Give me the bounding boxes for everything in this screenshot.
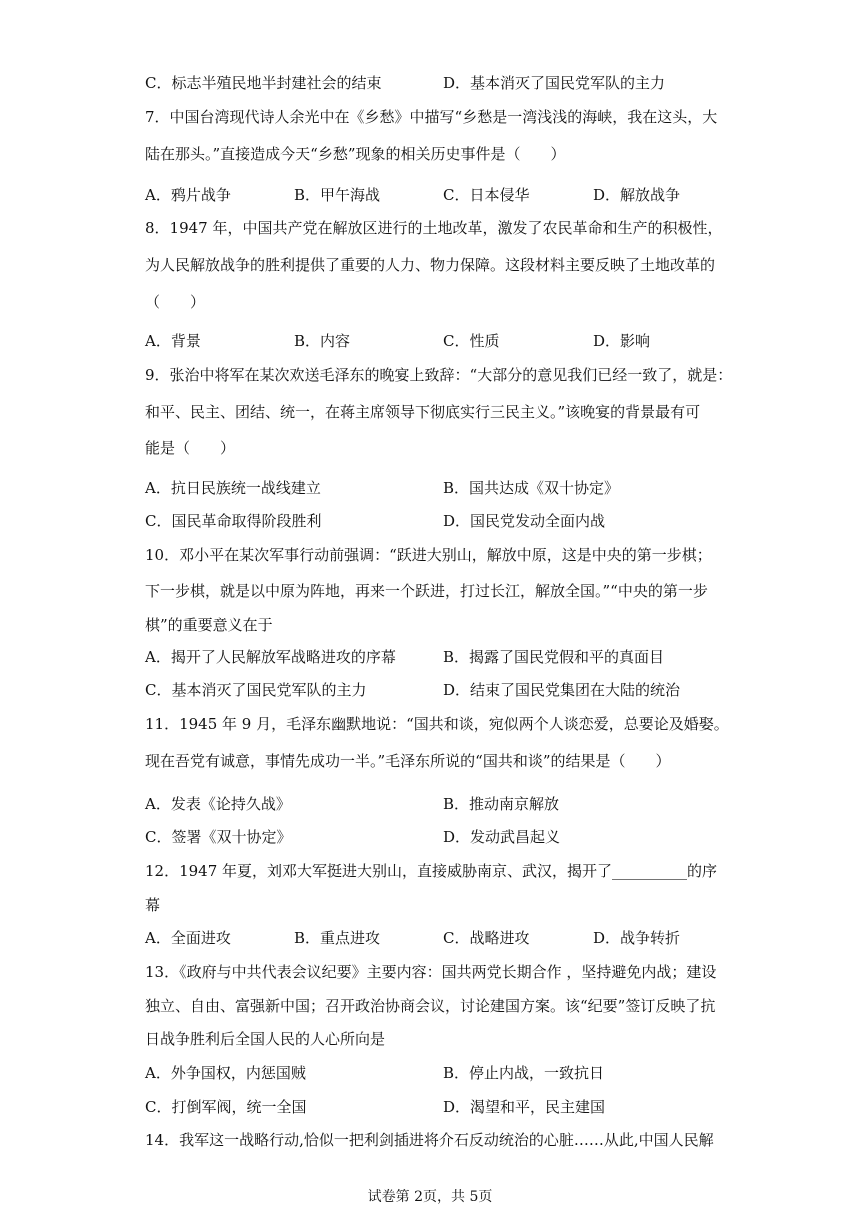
q13-option-b: B．停止内战，一致抗日 [443, 1064, 605, 1082]
q10-option-d: D．结束了国民党集团在大陆的统治 [443, 681, 681, 699]
q13-stem-line-1: 13．《政府与中共代表会议纪要》主要内容：国共两党长期合作 ，坚持避免内战；建设 [145, 963, 717, 981]
q9-option-c: C．国民革命取得阶段胜利 [145, 512, 322, 530]
q12-stem-line-1: 12．1947 年夏，刘邓大军挺进大别山，直接威胁南京、武汉，揭开了__________的序 [145, 862, 718, 880]
q10-option-c: C．基本消灭了国民党军队的主力 [145, 681, 367, 699]
q7-option-c: C．日本侵华 [443, 186, 530, 204]
q12-option-d: D．战争转折 [593, 929, 681, 947]
q13-stem-line-3: 日战争胜利后全国人民的人心所向是 [145, 1030, 386, 1048]
q13-option-a: A．外争国权，内惩国贼 [145, 1064, 306, 1082]
q7-stem-line-2: 陆在那头。”直接造成今天“乡愁”现象的相关历史事件是（ ） [145, 145, 566, 163]
q6-option-d: D．基本消灭了国民党军队的主力 [443, 74, 666, 92]
q10-option-a: A．揭开了人民解放军战略进攻的序幕 [145, 648, 396, 666]
q8-option-c: C．性质 [443, 332, 500, 350]
q9-option-b: B．国共达成《双十协定》 [443, 479, 620, 497]
q10-stem-line-2: 下一步棋，就是以中原为阵地，再来一个跃进，打过长江，解放全国。”“中央的第一步 [145, 582, 708, 600]
q13-option-c: C．打倒军阀，统一全国 [145, 1098, 307, 1116]
q8-option-b: B．内容 [294, 332, 351, 350]
q7-option-b: B．甲午海战 [294, 186, 381, 204]
q8-stem-line-2: 为人民解放战争的胜利提供了重要的人力、物力保障。这段材料主要反映了土地改革的 [145, 256, 716, 274]
q11-option-b: B．推动南京解放 [443, 795, 560, 813]
q7-stem-line-1: 7．中国台湾现代诗人余光中在《乡愁》中描写“乡愁是一湾浅浅的海峡，我在这头，大 [145, 108, 718, 126]
q9-option-a: A．抗日民族统一战线建立 [145, 479, 321, 497]
q12-option-c: C．战略进攻 [443, 929, 530, 947]
q11-option-c: C．签署《双十协定》 [145, 828, 292, 846]
q10-stem-line-1: 10．邓小平在某次军事行动前强调：“跃进大别山，解放中原，这是中央的第一步棋； [145, 546, 712, 564]
q8-stem-line-1: 8．1947 年，中国共产党在解放区进行的土地改革，激发了农民革命和生产的积极性， [145, 219, 723, 237]
q9-stem-line-2: 和平、民主、团结、统一，在蒋主席领导下彻底实行三民主义。”该晚宴的背景最有可 [145, 403, 701, 421]
q13-option-d: D．渴望和平，民主建国 [443, 1098, 606, 1116]
q11-option-a: A．发表《论持久战》 [145, 795, 291, 813]
q14-stem-line-1: 14．我军这一战略行动,恰似一把利剑插进将介石反动统治的心脏……从此,中国人民解 [145, 1131, 714, 1149]
q11-stem-line-1: 11．1945 年 9 月，毛泽东幽默地说：“国共和谈，宛似两个人谈恋爱，总要论及婚娶。 [145, 715, 729, 733]
q6-option-c: C．标志半殖民地半封建社会的结束 [145, 74, 382, 92]
q13-stem-line-2: 独立、自由、富强新中国；召开政治协商会议，讨论建国方案。该“纪要”签订反映了抗 [145, 997, 716, 1015]
q9-stem-line-3: 能是（ ） [145, 439, 236, 457]
q12-option-b: B．重点进攻 [294, 929, 381, 947]
q8-option-d: D．影响 [593, 332, 651, 350]
q10-stem-line-3: 棋”的重要意义在于 [145, 616, 273, 634]
q8-stem-line-3: （ ） [145, 293, 206, 311]
q11-stem-line-2: 现在吾党有诚意，事情先成功一半。”毛泽东所说的“国共和谈”的结果是（ ） [145, 752, 671, 770]
q10-option-b: B．揭露了国民党假和平的真面目 [443, 648, 665, 666]
q12-option-a: A．全面进攻 [145, 929, 231, 947]
q12-stem-line-2: 幕 [145, 896, 161, 914]
q9-option-d: D．国民党发动全面内战 [443, 512, 606, 530]
q7-option-d: D．解放战争 [593, 186, 681, 204]
page-footer: 试卷第 2页，共 5页 [367, 1189, 493, 1205]
q11-option-d: D．发动武昌起义 [443, 828, 561, 846]
q7-option-a: A．鸦片战争 [145, 186, 231, 204]
q8-option-a: A．背景 [145, 332, 201, 350]
q9-stem-line-1: 9．张治中将军在某次欢送毛泽东的晚宴上致辞：“大部分的意见我们已经一致了，就是： [145, 366, 733, 384]
